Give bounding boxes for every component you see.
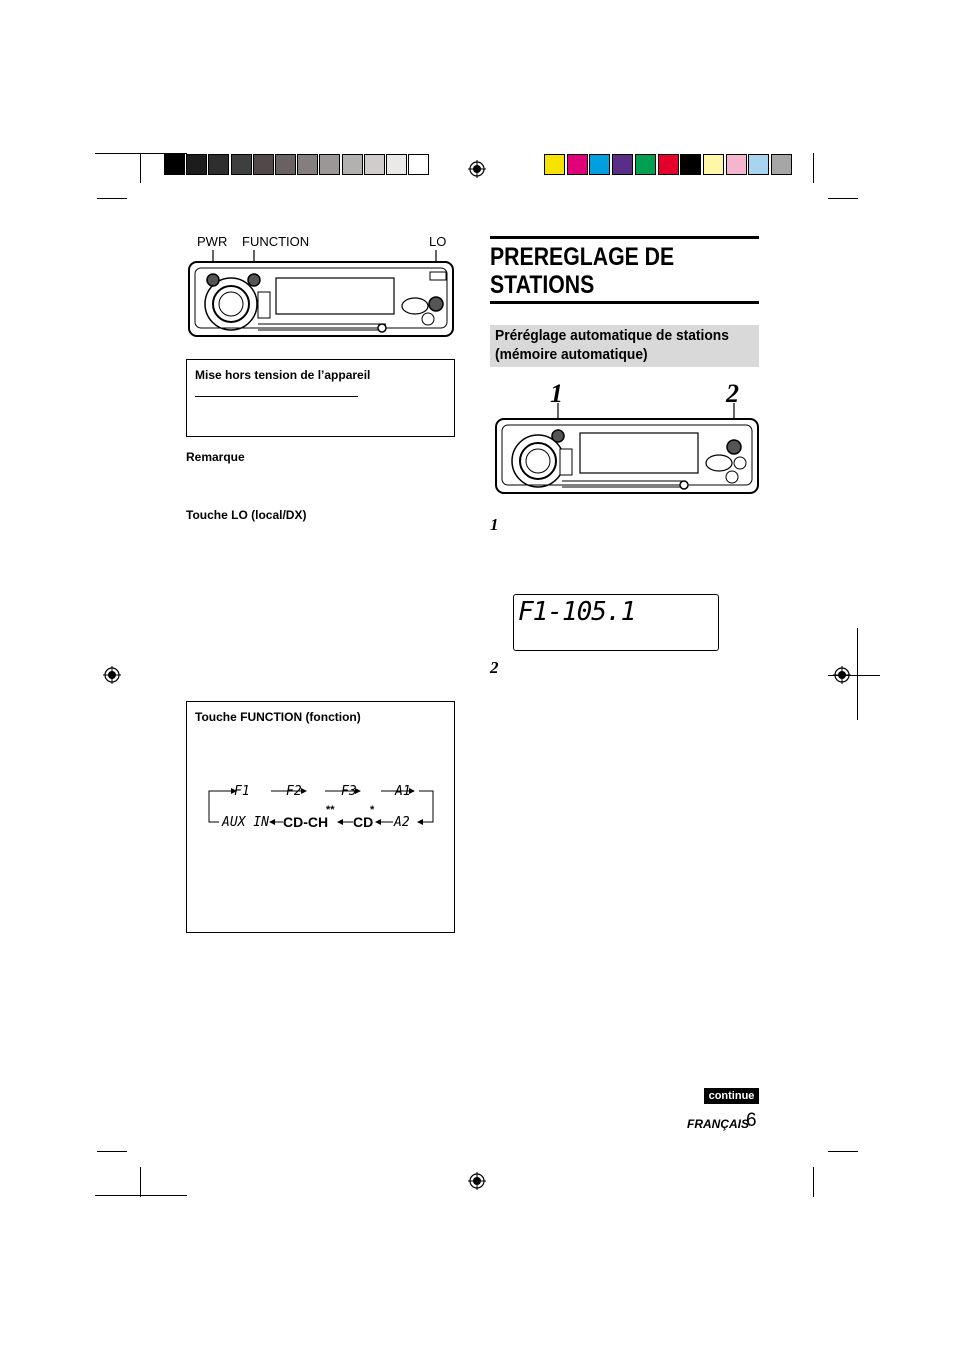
gray-swatch	[208, 154, 229, 175]
crop-mark	[828, 1151, 858, 1152]
color-swatch	[748, 154, 769, 175]
lcd-display	[513, 594, 719, 651]
gray-swatch	[364, 154, 385, 175]
crop-mark	[813, 1167, 814, 1197]
cycle-f1: F1	[234, 784, 250, 799]
cycle-f2: F2	[286, 784, 302, 799]
lcd-frequency: F1-105.1	[518, 597, 636, 627]
remarque-heading: Remarque	[186, 450, 245, 464]
continue-badge: continue	[704, 1088, 759, 1104]
color-swatch	[771, 154, 792, 175]
registration-mark-icon	[468, 1172, 486, 1190]
color-swatch	[726, 154, 747, 175]
touche-lo-heading: Touche LO (local/DX)	[186, 508, 307, 522]
color-swatch	[589, 154, 610, 175]
color-swatch	[612, 154, 633, 175]
registration-mark-icon	[833, 666, 851, 684]
gray-swatch	[253, 154, 274, 175]
color-swatch	[703, 154, 724, 175]
registration-mark-icon	[468, 160, 486, 178]
gray-swatch	[164, 154, 185, 175]
gray-swatch	[231, 154, 252, 175]
language-label: FRANÇAIS	[687, 1117, 749, 1131]
crop-mark	[140, 153, 141, 183]
callout-1: 1	[550, 379, 563, 408]
cycle-cd: CD	[353, 814, 374, 830]
color-swatch	[635, 154, 656, 175]
cycle-aux-in: AUX IN	[222, 815, 269, 830]
crop-mark	[140, 1167, 141, 1197]
crop-mark	[857, 628, 858, 720]
car-radio-illustration-presets	[494, 403, 760, 495]
gray-swatch	[319, 154, 340, 175]
gray-swatch	[186, 154, 207, 175]
color-swatch	[658, 154, 679, 175]
color-swatch	[567, 154, 588, 175]
step-1-number: 1	[490, 515, 499, 534]
cycle-a2: A2	[394, 815, 410, 830]
section-title	[490, 236, 759, 304]
section-title-text: PREREGLAGE DE STATIONS	[490, 243, 675, 299]
crop-mark	[97, 198, 127, 199]
car-radio-illustration	[186, 248, 456, 340]
function-box-title: Touche FUNCTION (fonction)	[195, 710, 361, 724]
gray-swatch	[408, 154, 429, 175]
crop-mark	[828, 198, 858, 199]
crop-mark	[813, 153, 814, 183]
gray-swatch	[386, 154, 407, 175]
cycle-f3: F3	[341, 784, 357, 799]
power-off-box	[186, 359, 455, 437]
callout-2: 2	[726, 379, 739, 408]
cycle-cd-mark: *	[370, 804, 375, 816]
pwr-label: PWR	[197, 234, 228, 249]
color-swatch	[680, 154, 701, 175]
crop-mark	[97, 1151, 127, 1152]
gray-swatch	[275, 154, 296, 175]
cycle-a1: A1	[395, 784, 411, 799]
gray-swatch	[342, 154, 363, 175]
power-off-title: Mise hors tension de l’appareil	[195, 368, 371, 382]
function-button-box	[186, 701, 455, 933]
underline	[195, 396, 358, 397]
cycle-cd-ch: CD-CH	[283, 814, 329, 830]
color-swatch	[544, 154, 565, 175]
registration-mark-icon	[103, 666, 121, 684]
cycle-cd-ch-mark: **	[326, 804, 335, 816]
subsection-heading	[490, 325, 759, 367]
step-2-number: 2	[490, 658, 499, 677]
crop-mark	[95, 1195, 187, 1196]
gray-swatch	[297, 154, 318, 175]
function-label: FUNCTION	[242, 234, 310, 249]
lo-label: LO	[429, 234, 447, 249]
subsection-text: Préréglage automatique de stations (mémoire automatique)	[495, 327, 729, 363]
page-number: 6	[746, 1110, 757, 1131]
